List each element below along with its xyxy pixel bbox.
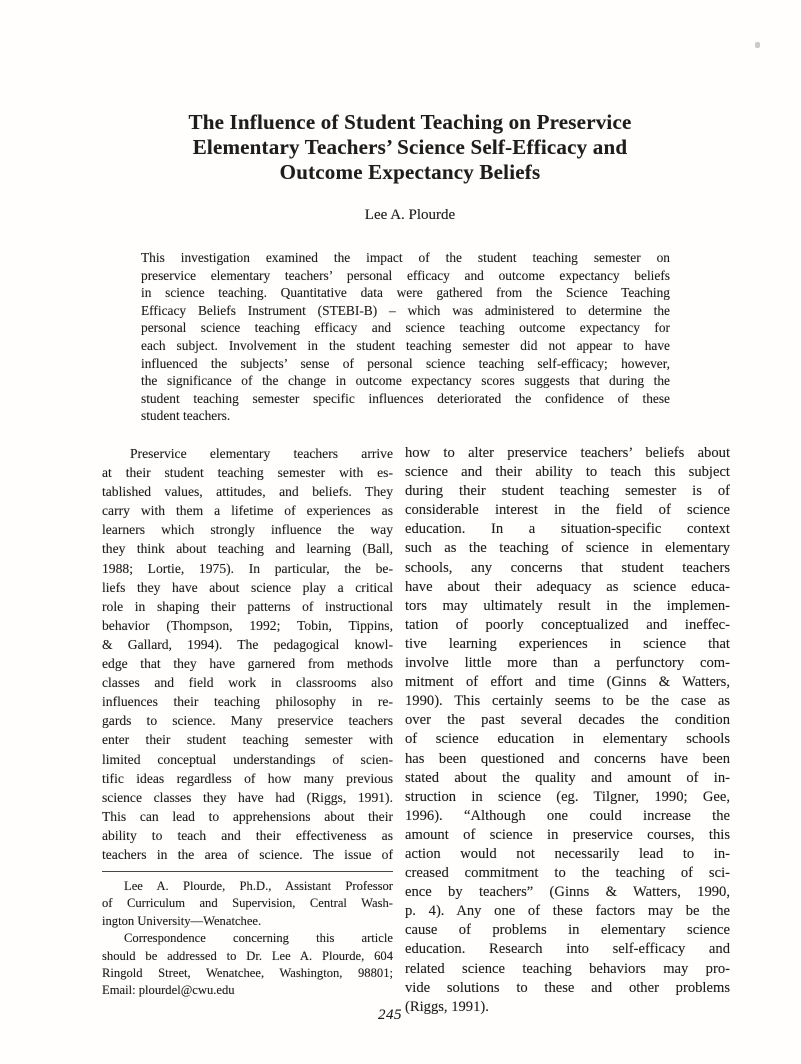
text-line: at their student teaching semester with es- [102, 465, 393, 481]
text-line: Correspondence concerning this article [124, 931, 393, 946]
text-line: involve little more than a perfunctory com- [405, 655, 730, 672]
text-line: Preservice elementary teachers arrive [130, 446, 393, 461]
body-right-column [405, 444, 730, 1017]
text-line: cause of problems in elementary science [405, 922, 730, 939]
text-line: (Riggs, 1991). [405, 998, 489, 1015]
text-line: struction in science (eg. Tilgner, 1990; Gee, [405, 788, 730, 805]
text-line: tific ideas regardless of how many previous [102, 770, 393, 786]
text-line: gards to science. Many preservice teachers [102, 713, 393, 729]
text-line: Ringold Street, Wenatchee, Washington, 98801; [102, 965, 393, 980]
text-line: ence by teachers” (Ginns & Watters, 1990, [405, 884, 730, 901]
text-line: Efficacy Beliefs Instrument (STEBI-B) – which was administered to determine the [141, 302, 670, 318]
text-line: has been questioned and concerns have been [405, 750, 730, 767]
text-line: of Curriculum and Supervision, Central Wash- [102, 896, 393, 911]
text-line: stated about the quality and amount of in- [405, 769, 730, 786]
text-line: science classes they have had (Riggs, 1991). [102, 789, 393, 805]
text-line: preservice elementary teachers’ personal efficacy and outcome expectancy beliefs [141, 267, 670, 283]
text-line: tablished values, attitudes, and beliefs. They [102, 484, 393, 500]
footnote-correspondence [102, 930, 393, 1000]
text-line: edge that they have garnered from methods [102, 656, 393, 672]
text-line: Email: plourdel@cwu.edu [102, 983, 235, 998]
text-line: the significance of the change in outcome expectancy scores suggests that during the [141, 373, 670, 389]
abstract [141, 249, 670, 425]
text-line: student teaching semester specific influences deteriorated the confidence of these [141, 390, 670, 406]
text-line: of science education in elementary schools [405, 731, 730, 748]
text-line: classes and field work in classrooms also [102, 675, 393, 691]
text-line: schools, any concerns that student teachers [405, 559, 730, 576]
text-line: The Influence of Student Teaching on Preservice [188, 110, 632, 134]
text-line: limited conceptual understandings of scien- [102, 751, 393, 767]
text-line: student teachers. [141, 408, 231, 424]
text-line: how to alter preservice teachers’ beliefs about [405, 445, 730, 461]
text-line: personal science teaching efficacy and science teaching outcome expectancy for [141, 320, 670, 336]
footnote [102, 878, 393, 1000]
text-line: vide solutions to these and other problems [405, 979, 730, 996]
scan-speck [755, 42, 760, 48]
text-line: & Gallard, 1994). The pedagogical knowl- [102, 636, 393, 652]
text-line: tors may ultimately result in the implemen- [405, 597, 730, 614]
text-line: should be addressed to Dr. Lee A. Plourde, 604 [102, 948, 393, 963]
footnote-affiliation [102, 878, 393, 930]
text-line: tive learning experiences in science that [405, 635, 730, 652]
text-line: have about their adequacy as science educa- [405, 578, 730, 595]
text-line: liefs they have about science play a critical [102, 579, 393, 595]
text-line: influences their teaching philosophy in re- [102, 694, 393, 710]
text-line: This investigation examined the impact of the student teaching semester on [141, 250, 670, 265]
text-line: 1990). This certainly seems to be the case as [405, 693, 730, 710]
text-line: they think about teaching and learning (Ball, [102, 541, 393, 557]
text-line: carry with them a lifetime of experiences as [102, 503, 393, 519]
text-line: Lee A. Plourde, Ph.D., Assistant Professor [124, 879, 393, 893]
text-line: learners which strongly influence the way [102, 522, 393, 538]
text-line: behavior (Thompson, 1992; Tobin, Tippins, [102, 617, 393, 633]
author-name: Lee A. Plourde [364, 207, 456, 223]
text-line: role in shaping their patterns of instructional [102, 598, 393, 614]
text-line: influenced the subjects’ sense of personal science teaching self-efficacy; however, [141, 355, 670, 371]
text-line: education. Research into self-efficacy and [405, 941, 730, 958]
text-line: action would not necessarily lead to in- [405, 845, 730, 862]
text-line: considerable interest in the field of science [405, 502, 730, 519]
page-title [100, 110, 720, 185]
text-line: enter their student teaching semester with [102, 732, 393, 748]
text-line: 1996). “Although one could increase the [405, 807, 730, 824]
page-number: 245 [378, 1007, 402, 1023]
text-line: mitment of effort and time (Ginns & Watters, [405, 674, 730, 691]
text-line: amount of science in preservice courses, this [405, 826, 730, 843]
text-line: science and their ability to teach this subject [405, 464, 730, 481]
text-line: such as the teaching of science in elementary [405, 540, 730, 557]
text-line: tation of poorly conceptualized and ineffec- [405, 616, 730, 633]
text-line: each subject. Involvement in the student teaching semester did not appear to have [141, 337, 670, 353]
text-line: ability to teach and their effectiveness as [102, 827, 393, 843]
text-line: 1988; Lortie, 1975). In particular, the be- [102, 560, 393, 576]
text-line: Outcome Expectancy Beliefs [279, 160, 541, 184]
text-line: related science teaching behaviors may pro- [405, 960, 730, 977]
text-line: creased commitment to the teaching of sci- [405, 865, 730, 882]
footnote-divider [102, 871, 393, 872]
text-line: education. In a situation-specific context [405, 521, 730, 538]
body-left-column [102, 444, 393, 864]
text-line: p. 4). Any one of these factors may be the [405, 903, 730, 920]
text-line: in science teaching. Quantitative data were gathered from the Science Teaching [141, 285, 670, 301]
text-line: This can lead to apprehensions about their [102, 808, 393, 824]
text-line: Elementary Teachers’ Science Self-Efficacy and [192, 135, 628, 159]
text-line: during their student teaching semester is of [405, 483, 730, 500]
text-line: ington University—Wenatchee. [102, 913, 262, 928]
text-line: teachers in the area of science. The issue of [102, 846, 393, 862]
text-line: over the past several decades the condition [405, 712, 730, 729]
